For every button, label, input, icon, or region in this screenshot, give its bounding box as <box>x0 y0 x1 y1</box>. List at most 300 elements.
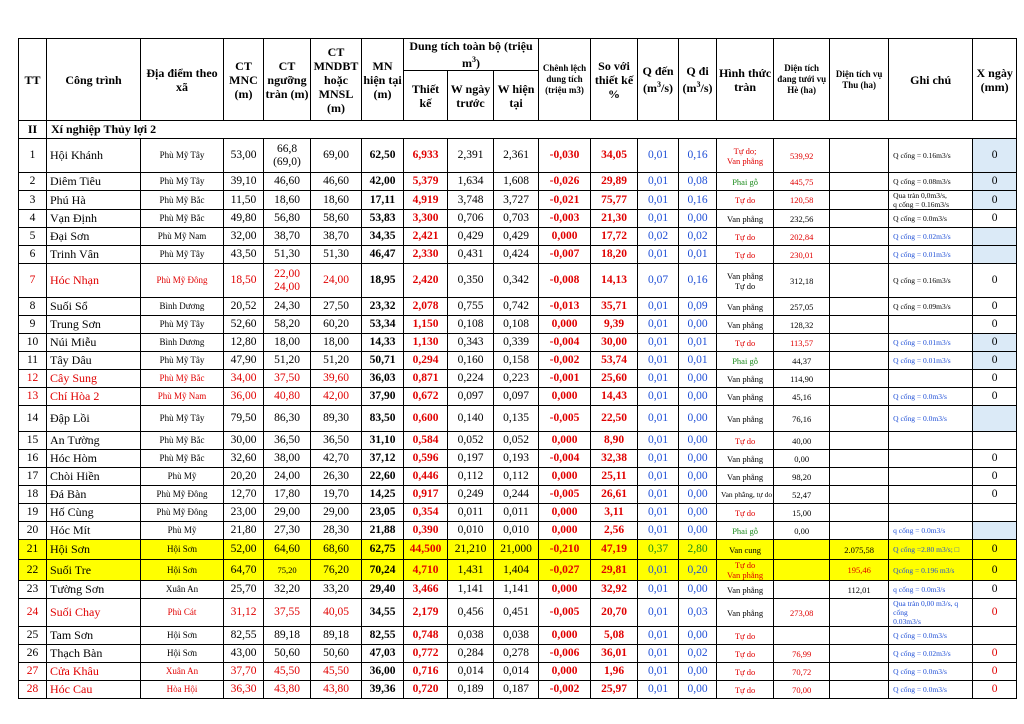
row-q-di: 0,00 <box>679 627 717 645</box>
row-so-voi: 14,13 <box>591 264 638 298</box>
row-tt: 14 <box>19 406 47 432</box>
row-x-ngay: 0 <box>973 599 1017 627</box>
row-q-den: 0,01 <box>638 504 679 522</box>
row-dt-he <box>774 540 830 560</box>
row-dt-thu <box>830 298 889 316</box>
row-location: Bình Dương <box>141 334 224 352</box>
row-name: Đại Sơn <box>47 228 141 246</box>
row-q-di: 0,02 <box>679 645 717 663</box>
row-x-ngay <box>973 432 1017 450</box>
row-tt: 28 <box>19 681 47 699</box>
row-chenh-lech: 0,000 <box>539 504 591 522</box>
row-ct-mndbt: 19,70 <box>311 486 362 504</box>
row-chenh-lech: -0,004 <box>539 334 591 352</box>
row-dt-thu <box>830 681 889 699</box>
row-so-voi: 75,77 <box>591 191 638 210</box>
row-ct-mndbt: 33,20 <box>311 581 362 599</box>
row-mn-hien-tai: 37,90 <box>362 388 404 406</box>
row-ct-mndbt: 46,60 <box>311 173 362 191</box>
row-w-hien-tai: 0,011 <box>494 504 539 522</box>
row-chenh-lech: -0,005 <box>539 599 591 627</box>
row-w-hien-tai: 0,187 <box>494 681 539 699</box>
header-dt-he: Diện tích đang tưới vụ Hè (ha) <box>774 39 830 121</box>
row-hinh-thuc: Van phẳng <box>717 581 774 599</box>
row-dt-thu <box>830 486 889 504</box>
row-so-voi: 20,70 <box>591 599 638 627</box>
table-row <box>19 599 1017 627</box>
row-q-den: 0,07 <box>638 264 679 298</box>
row-ct-mndbt: 89,18 <box>311 627 362 645</box>
row-dt-he: 230,01 <box>774 246 830 264</box>
row-ct-nguong: 22,00 24,00 <box>264 264 311 298</box>
row-name: Núi Miễu <box>47 334 141 352</box>
row-x-ngay <box>973 228 1017 246</box>
row-dt-thu <box>830 139 889 173</box>
row-chenh-lech: -0,001 <box>539 370 591 388</box>
row-w-ngay-truoc: 0,249 <box>448 486 494 504</box>
row-so-voi: 8,90 <box>591 432 638 450</box>
row-thiet-ke: 0,600 <box>404 406 448 432</box>
row-mn-hien-tai: 62,75 <box>362 540 404 560</box>
row-q-di: 0,00 <box>679 316 717 334</box>
row-so-voi: 29,89 <box>591 173 638 191</box>
row-so-voi: 5,08 <box>591 627 638 645</box>
row-thiet-ke: 0,917 <box>404 486 448 504</box>
table-row <box>19 316 1017 334</box>
row-note: Q cống = 0.01m3/s <box>889 334 973 352</box>
row-q-di: 0,08 <box>679 173 717 191</box>
row-ct-mnc: 32,00 <box>224 228 264 246</box>
header-ghi-chu: Ghi chú <box>889 39 973 121</box>
row-hinh-thuc: Phai gỗ <box>717 173 774 191</box>
row-hinh-thuc: Van phẳng <box>717 370 774 388</box>
row-note: Qua tràn 0,00 m3/s, q cống 0.03m3/s <box>889 599 973 627</box>
row-chenh-lech: -0,002 <box>539 681 591 699</box>
row-note <box>889 486 973 504</box>
row-so-voi: 53,74 <box>591 352 638 370</box>
row-tt: 13 <box>19 388 47 406</box>
row-mn-hien-tai: 83,50 <box>362 406 404 432</box>
row-dt-he: 257,05 <box>774 298 830 316</box>
row-mn-hien-tai: 23,32 <box>362 298 404 316</box>
row-dt-thu <box>830 352 889 370</box>
row-ct-nguong: 50,60 <box>264 645 311 663</box>
row-ct-nguong: 24,00 <box>264 468 311 486</box>
row-x-ngay: 0 <box>973 210 1017 228</box>
row-thiet-ke: 0,720 <box>404 681 448 699</box>
row-w-ngay-truoc: 0,284 <box>448 645 494 663</box>
row-location: Phù Mỹ Tây <box>141 246 224 264</box>
row-ct-mndbt: 51,30 <box>311 246 362 264</box>
row-mn-hien-tai: 34,35 <box>362 228 404 246</box>
row-q-di: 0,00 <box>679 432 717 450</box>
row-w-hien-tai: 21,000 <box>494 540 539 560</box>
row-thiet-ke: 0,446 <box>404 468 448 486</box>
header-chenh-lech: Chênh lệch dung tích (triệu m3) <box>539 39 591 121</box>
row-so-voi: 30,00 <box>591 334 638 352</box>
row-location: Phù Mỹ Tây <box>141 406 224 432</box>
row-so-voi: 1,96 <box>591 663 638 681</box>
row-dt-he: 0,00 <box>774 522 830 540</box>
table-row <box>19 246 1017 264</box>
row-ct-mnc: 31,12 <box>224 599 264 627</box>
row-mn-hien-tai: 29,40 <box>362 581 404 599</box>
row-q-di: 0,00 <box>679 468 717 486</box>
row-dt-thu <box>830 627 889 645</box>
row-dt-thu <box>830 191 889 210</box>
table-row <box>19 210 1017 228</box>
row-dt-he: 539,92 <box>774 139 830 173</box>
row-chenh-lech: 0,000 <box>539 468 591 486</box>
table-row <box>19 663 1017 681</box>
row-name: An Tường <box>47 432 141 450</box>
row-thiet-ke: 0,596 <box>404 450 448 468</box>
row-ct-mndbt: 45,50 <box>311 663 362 681</box>
header-ct-mndbt: CT MNDBT hoặc MNSL (m) <box>311 39 362 121</box>
row-ct-mnc: 52,00 <box>224 540 264 560</box>
row-name: Trung Sơn <box>47 316 141 334</box>
row-ct-mnc: 34,00 <box>224 370 264 388</box>
row-location: Hội Sơn <box>141 560 224 581</box>
row-chenh-lech: -0,030 <box>539 139 591 173</box>
row-note: Q cống = 0.01m3/s <box>889 246 973 264</box>
row-so-voi: 2,56 <box>591 522 638 540</box>
row-hinh-thuc: Tự do <box>717 246 774 264</box>
row-q-den: 0,01 <box>638 388 679 406</box>
row-q-den: 0,01 <box>638 406 679 432</box>
row-location: Phù Mỹ <box>141 522 224 540</box>
row-q-di: 0,00 <box>679 681 717 699</box>
row-name: Hóc Hòm <box>47 450 141 468</box>
row-ct-mnc: 12,70 <box>224 486 264 504</box>
table-row <box>19 540 1017 560</box>
row-ct-nguong: 66,8 (69,0) <box>264 139 311 173</box>
row-note: Q cống =2.80 m3/s; □ <box>889 540 973 560</box>
row-ct-mnc: 11,50 <box>224 191 264 210</box>
row-location: Phù Mỹ Tây <box>141 316 224 334</box>
row-note: q cống = 0.0m3/s <box>889 522 973 540</box>
row-dt-thu <box>830 173 889 191</box>
row-w-ngay-truoc: 0,343 <box>448 334 494 352</box>
row-dt-thu <box>830 370 889 388</box>
row-q-den: 0,01 <box>638 370 679 388</box>
row-w-ngay-truoc: 0,140 <box>448 406 494 432</box>
row-w-ngay-truoc: 3,748 <box>448 191 494 210</box>
row-ct-mnc: 21,80 <box>224 522 264 540</box>
row-chenh-lech: -0,003 <box>539 210 591 228</box>
row-note: Q cống = 0.0m3/s <box>889 681 973 699</box>
row-note <box>889 504 973 522</box>
row-so-voi: 9,39 <box>591 316 638 334</box>
row-dt-thu <box>830 210 889 228</box>
row-ct-mnc: 20,20 <box>224 468 264 486</box>
row-q-di: 0,16 <box>679 264 717 298</box>
row-mn-hien-tai: 14,25 <box>362 486 404 504</box>
row-dt-he: 114,90 <box>774 370 830 388</box>
row-hinh-thuc: Tự do <box>717 645 774 663</box>
row-w-ngay-truoc: 0,429 <box>448 228 494 246</box>
table-row <box>19 388 1017 406</box>
row-chenh-lech: 0,000 <box>539 432 591 450</box>
row-name: Tam Sơn <box>47 627 141 645</box>
row-dt-thu <box>830 468 889 486</box>
row-w-hien-tai: 0,278 <box>494 645 539 663</box>
section-name: Xí nghiệp Thủy lợi 2 <box>47 121 1017 139</box>
row-dt-thu <box>830 388 889 406</box>
table-row <box>19 228 1017 246</box>
row-ct-nguong: 38,70 <box>264 228 311 246</box>
row-ct-nguong: 32,20 <box>264 581 311 599</box>
header-tt: TT <box>19 39 47 121</box>
row-w-ngay-truoc: 0,052 <box>448 432 494 450</box>
row-so-voi: 32,92 <box>591 581 638 599</box>
row-note: Qua tràn 0,0m3/s, q cống = 0.16m3/s <box>889 191 973 210</box>
header-cong-trinh: Công trình <box>47 39 141 121</box>
row-tt: 12 <box>19 370 47 388</box>
row-q-den: 0,01 <box>638 210 679 228</box>
row-hinh-thuc: Tự do; Van phẳng <box>717 139 774 173</box>
row-thiet-ke: 0,294 <box>404 352 448 370</box>
row-q-den: 0,01 <box>638 599 679 627</box>
row-ct-nguong: 17,80 <box>264 486 311 504</box>
row-chenh-lech: -0,007 <box>539 246 591 264</box>
row-name: Hố Cùng <box>47 504 141 522</box>
row-q-di: 0,00 <box>679 210 717 228</box>
row-ct-mndbt: 42,00 <box>311 388 362 406</box>
row-ct-nguong: 37,55 <box>264 599 311 627</box>
row-dt-thu <box>830 504 889 522</box>
row-name: Suối Sổ <box>47 298 141 316</box>
row-so-voi: 18,20 <box>591 246 638 264</box>
row-hinh-thuc: Van phẳng <box>717 298 774 316</box>
row-ct-mndbt: 51,20 <box>311 352 362 370</box>
row-dt-he <box>774 581 830 599</box>
row-ct-mnc: 12,80 <box>224 334 264 352</box>
row-ct-mnc: 82,55 <box>224 627 264 645</box>
row-so-voi: 17,72 <box>591 228 638 246</box>
row-q-di: 0,16 <box>679 191 717 210</box>
table-row <box>19 681 1017 699</box>
row-so-voi: 34,05 <box>591 139 638 173</box>
row-mn-hien-tai: 21,88 <box>362 522 404 540</box>
row-thiet-ke: 2,330 <box>404 246 448 264</box>
row-ct-nguong: 27,30 <box>264 522 311 540</box>
row-tt: 21 <box>19 540 47 560</box>
row-dt-thu <box>830 599 889 627</box>
header-q-den: Q đến $(m^3/s)$ <box>638 39 679 121</box>
row-note: Q cống = 0.01m3/s <box>889 352 973 370</box>
row-ct-mnc: 52,60 <box>224 316 264 334</box>
row-thiet-ke: 2,078 <box>404 298 448 316</box>
row-x-ngay: 0 <box>973 388 1017 406</box>
row-dt-thu <box>830 228 889 246</box>
row-q-di: 0,00 <box>679 522 717 540</box>
row-mn-hien-tai: 36,03 <box>362 370 404 388</box>
row-ct-mnc: 20,52 <box>224 298 264 316</box>
row-ct-mndbt: 26,30 <box>311 468 362 486</box>
row-name: Cây Sung <box>47 370 141 388</box>
row-location: Phù Mỹ Đông <box>141 486 224 504</box>
row-mn-hien-tai: 47,03 <box>362 645 404 663</box>
row-ct-mnc: 37,70 <box>224 663 264 681</box>
header-so-voi: So với thiết kế % <box>591 39 638 121</box>
row-ct-mndbt: 36,50 <box>311 432 362 450</box>
row-q-den: 0,01 <box>638 627 679 645</box>
row-w-ngay-truoc: 0,014 <box>448 663 494 681</box>
row-x-ngay: 0 <box>973 173 1017 191</box>
row-location: Phù Mỹ Đông <box>141 504 224 522</box>
row-mn-hien-tai: 39,36 <box>362 681 404 699</box>
row-ct-nguong: 40,80 <box>264 388 311 406</box>
header-x-ngay: X ngày (mm) <box>973 39 1017 121</box>
row-location: Hội Sơn <box>141 540 224 560</box>
row-thiet-ke: 0,748 <box>404 627 448 645</box>
row-so-voi: 25,11 <box>591 468 638 486</box>
row-x-ngay: 0 <box>973 560 1017 581</box>
row-w-hien-tai: 0,342 <box>494 264 539 298</box>
row-chenh-lech: -0,021 <box>539 191 591 210</box>
row-so-voi: 14,43 <box>591 388 638 406</box>
row-q-di: 0,00 <box>679 504 717 522</box>
row-dt-thu <box>830 522 889 540</box>
table-row <box>19 334 1017 352</box>
row-dt-he: 232,56 <box>774 210 830 228</box>
row-name: Phú Hà <box>47 191 141 210</box>
row-mn-hien-tai: 18,95 <box>362 264 404 298</box>
table-row <box>19 352 1017 370</box>
row-w-hien-tai: 2,361 <box>494 139 539 173</box>
row-chenh-lech: -0,027 <box>539 560 591 581</box>
row-note <box>889 370 973 388</box>
row-tt: 3 <box>19 191 47 210</box>
row-mn-hien-tai: 70,24 <box>362 560 404 581</box>
row-so-voi: 35,71 <box>591 298 638 316</box>
row-mn-hien-tai: 50,71 <box>362 352 404 370</box>
row-q-di: 2,80 <box>679 540 717 560</box>
row-tt: 10 <box>19 334 47 352</box>
row-note: Q cống = 0.0m3/s <box>889 627 973 645</box>
row-ct-nguong: 36,50 <box>264 432 311 450</box>
table-row <box>19 560 1017 581</box>
row-thiet-ke: 0,716 <box>404 663 448 681</box>
row-ct-mnc: 39,10 <box>224 173 264 191</box>
row-w-ngay-truoc: 1,141 <box>448 581 494 599</box>
row-w-ngay-truoc: 0,112 <box>448 468 494 486</box>
row-mn-hien-tai: 53,34 <box>362 316 404 334</box>
row-ct-mndbt: 58,60 <box>311 210 362 228</box>
table-row <box>19 173 1017 191</box>
row-ct-nguong: 75,20 <box>264 560 311 581</box>
row-mn-hien-tai: 46,47 <box>362 246 404 264</box>
row-ct-nguong: 37,50 <box>264 370 311 388</box>
row-chenh-lech: 0,000 <box>539 388 591 406</box>
row-hinh-thuc: Van cung <box>717 540 774 560</box>
row-location: Phù Cát <box>141 599 224 627</box>
row-location: Xuân An <box>141 581 224 599</box>
row-q-den: 0,01 <box>638 352 679 370</box>
row-thiet-ke: 2,420 <box>404 264 448 298</box>
row-ct-mnc: 43,00 <box>224 645 264 663</box>
row-location: Phù Mỹ <box>141 468 224 486</box>
row-ct-mnc: 25,70 <box>224 581 264 599</box>
row-note: Q cống = 0.16m3/s <box>889 264 973 298</box>
row-dt-he: 70,72 <box>774 663 830 681</box>
row-note <box>889 468 973 486</box>
row-ct-mndbt: 60,20 <box>311 316 362 334</box>
row-mn-hien-tai: 23,05 <box>362 504 404 522</box>
row-thiet-ke: 0,584 <box>404 432 448 450</box>
row-ct-mnc: 18,50 <box>224 264 264 298</box>
row-w-ngay-truoc: 0,011 <box>448 504 494 522</box>
row-chenh-lech: -0,002 <box>539 352 591 370</box>
row-w-ngay-truoc: 0,431 <box>448 246 494 264</box>
row-name: Đá Bàn <box>47 486 141 504</box>
row-x-ngay <box>973 504 1017 522</box>
row-w-hien-tai: 1,141 <box>494 581 539 599</box>
row-w-ngay-truoc: 0,350 <box>448 264 494 298</box>
row-x-ngay <box>973 627 1017 645</box>
row-q-di: 0,03 <box>679 599 717 627</box>
row-ct-mnc: 36,00 <box>224 388 264 406</box>
row-note: Q cống = 0.09m3/s <box>889 298 973 316</box>
row-q-di: 0,20 <box>679 560 717 581</box>
row-w-hien-tai: 0,097 <box>494 388 539 406</box>
row-location: Phù Mỹ Đông <box>141 264 224 298</box>
row-q-di: 0,16 <box>679 139 717 173</box>
row-ct-mndbt: 76,20 <box>311 560 362 581</box>
row-x-ngay: 0 <box>973 663 1017 681</box>
header-thiet-ke: Thiết kế <box>404 71 448 121</box>
row-name: Cửa Khâu <box>47 663 141 681</box>
row-dt-he: 40,00 <box>774 432 830 450</box>
row-tt: 9 <box>19 316 47 334</box>
table-row <box>19 406 1017 432</box>
row-ct-mndbt: 29,00 <box>311 504 362 522</box>
row-dt-thu <box>830 432 889 450</box>
row-chenh-lech: 0,000 <box>539 228 591 246</box>
row-q-den: 0,01 <box>638 334 679 352</box>
reservoir-report-table <box>18 38 1017 699</box>
row-w-hien-tai: 0,135 <box>494 406 539 432</box>
row-location: Phù Mỹ Nam <box>141 228 224 246</box>
row-hinh-thuc: Van phẳng, tự do <box>717 486 774 504</box>
row-w-hien-tai: 1,404 <box>494 560 539 581</box>
row-hinh-thuc: Van phẳng <box>717 468 774 486</box>
row-so-voi: 25,97 <box>591 681 638 699</box>
row-ct-nguong: 51,30 <box>264 246 311 264</box>
row-tt: 18 <box>19 486 47 504</box>
header-dung-tich: Dung tích toàn bộ (triệu $m^3$) <box>404 39 539 71</box>
row-q-di: 0,00 <box>679 663 717 681</box>
row-thiet-ke: 0,390 <box>404 522 448 540</box>
row-ct-mndbt: 68,60 <box>311 540 362 560</box>
row-dt-thu <box>830 334 889 352</box>
row-note: Q cống = 0.0m3/s <box>889 663 973 681</box>
row-ct-nguong: 64,60 <box>264 540 311 560</box>
row-ct-nguong: 38,00 <box>264 450 311 468</box>
row-thiet-ke: 4,710 <box>404 560 448 581</box>
row-chenh-lech: -0,008 <box>539 264 591 298</box>
row-so-voi: 3,11 <box>591 504 638 522</box>
row-w-ngay-truoc: 0,160 <box>448 352 494 370</box>
row-dt-thu <box>830 316 889 334</box>
row-tt: 19 <box>19 504 47 522</box>
row-w-hien-tai: 0,424 <box>494 246 539 264</box>
row-w-hien-tai: 0,014 <box>494 663 539 681</box>
row-thiet-ke: 6,933 <box>404 139 448 173</box>
row-w-ngay-truoc: 0,097 <box>448 388 494 406</box>
row-q-den: 0,01 <box>638 298 679 316</box>
